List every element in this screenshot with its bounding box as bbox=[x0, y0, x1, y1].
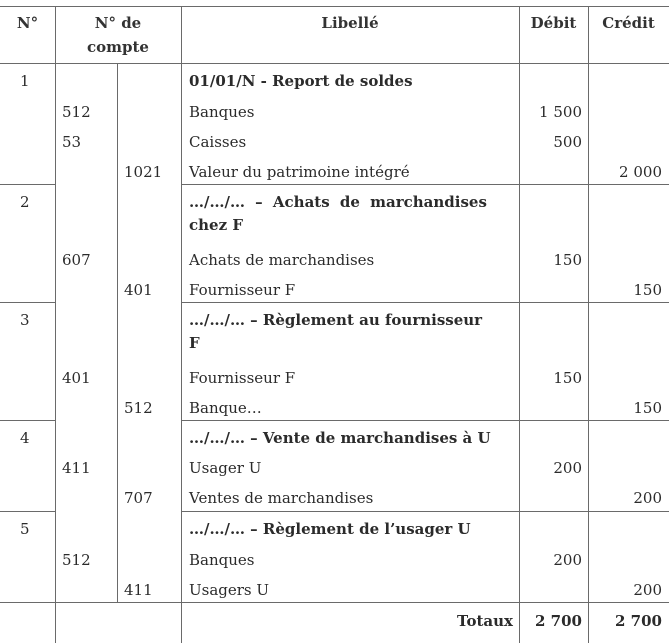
header-account-line2: compte bbox=[87, 38, 149, 56]
entry-1-line-3-label: Valeur du patrimoine intégré bbox=[189, 163, 410, 181]
entry-2-line-1-debit: 150 bbox=[553, 251, 582, 269]
entry-3-number: 3 bbox=[20, 311, 30, 329]
entry-4-line-1-debit: 200 bbox=[553, 459, 582, 477]
entry-4-rule-right bbox=[181, 511, 669, 512]
entry-3-rule bbox=[0, 420, 55, 421]
entry-2-title-line2: chez F bbox=[189, 216, 243, 234]
entry-2-line-2-label: Fournisseur F bbox=[189, 281, 296, 299]
entry-5-line-1-debit: 200 bbox=[553, 551, 582, 569]
entry-3-line-1-debit: 150 bbox=[553, 369, 582, 387]
entry-4-line-1-account: 411 bbox=[62, 459, 91, 477]
entry-1-line-3-account: 1021 bbox=[124, 163, 163, 181]
top-rule bbox=[0, 6, 669, 7]
totals-rule bbox=[0, 602, 669, 603]
entry-4-line-2-label: Ventes de marchandises bbox=[189, 489, 374, 507]
entry-2-line-2-credit: 150 bbox=[633, 281, 662, 299]
entry-4-number: 4 bbox=[20, 429, 30, 447]
entry-2-rule-right bbox=[181, 302, 669, 303]
entry-1-line-1-debit: 1 500 bbox=[539, 103, 582, 121]
col-rule-debit bbox=[588, 6, 589, 643]
entry-2-number: 2 bbox=[20, 193, 30, 211]
header-libelle: Libellé bbox=[321, 14, 379, 32]
entry-1-line-2-label: Caisses bbox=[189, 133, 247, 151]
entry-1-number: 1 bbox=[20, 72, 30, 90]
entry-5-title: …/…/… – Règlement de l’usager U bbox=[189, 520, 471, 538]
entry-1-line-1-label: Banques bbox=[189, 103, 255, 121]
entry-3-title-line1: …/…/… – Règlement au fournisseur bbox=[189, 311, 483, 329]
entry-5-line-2-account: 411 bbox=[124, 581, 153, 599]
entry-4-rule bbox=[0, 511, 55, 512]
col-rule-account-split bbox=[117, 63, 118, 602]
entry-1-line-2-debit: 500 bbox=[553, 133, 582, 151]
entry-4-line-2-account: 707 bbox=[124, 489, 153, 507]
col-rule-no bbox=[55, 6, 56, 643]
header-debit: Débit bbox=[530, 14, 577, 32]
entry-3-line-1-label: Fournisseur F bbox=[189, 369, 296, 387]
entry-4-line-2-credit: 200 bbox=[633, 489, 662, 507]
header-no: N° bbox=[16, 14, 39, 32]
totals-label: Totaux bbox=[457, 612, 513, 630]
entry-3-line-1-account: 401 bbox=[62, 369, 91, 387]
entry-5-line-1-account: 512 bbox=[62, 551, 91, 569]
col-rule-account bbox=[181, 6, 182, 643]
entry-5-number: 5 bbox=[20, 520, 30, 538]
entry-1-rule-right bbox=[181, 184, 669, 185]
entry-5-line-2-label: Usagers U bbox=[189, 581, 270, 599]
entry-2-rule bbox=[0, 302, 55, 303]
entry-5-line-1-label: Banques bbox=[189, 551, 255, 569]
entry-1-line-1-account: 512 bbox=[62, 103, 91, 121]
header-credit: Crédit bbox=[602, 14, 655, 32]
entry-1-rule bbox=[0, 184, 55, 185]
entry-3-line-2-account: 512 bbox=[124, 399, 153, 417]
entry-1-line-3-credit: 2 000 bbox=[619, 163, 662, 181]
totals-credit: 2 700 bbox=[615, 612, 662, 630]
entry-2-line-1-account: 607 bbox=[62, 251, 91, 269]
entry-3-title-line2: F bbox=[189, 334, 200, 352]
entry-4-line-1-label: Usager U bbox=[189, 459, 262, 477]
header-rule bbox=[0, 63, 669, 64]
entry-1-title: 01/01/N - Report de soldes bbox=[189, 72, 413, 90]
totals-debit: 2 700 bbox=[535, 612, 582, 630]
entry-3-line-2-label: Banque… bbox=[189, 399, 262, 417]
entry-3-line-2-credit: 150 bbox=[633, 399, 662, 417]
header-account-line1: N° de bbox=[94, 14, 142, 32]
entry-1-line-2-account: 53 bbox=[62, 133, 82, 151]
entry-5-line-2-credit: 200 bbox=[633, 581, 662, 599]
entry-2-title-line1: …/…/… – Achats de marchandises bbox=[189, 193, 487, 211]
entry-4-title: …/…/… – Vente de marchandises à U bbox=[189, 429, 491, 447]
entry-2-line-2-account: 401 bbox=[124, 281, 153, 299]
entry-3-rule-right bbox=[181, 420, 669, 421]
entry-2-line-1-label: Achats de marchandises bbox=[189, 251, 375, 269]
